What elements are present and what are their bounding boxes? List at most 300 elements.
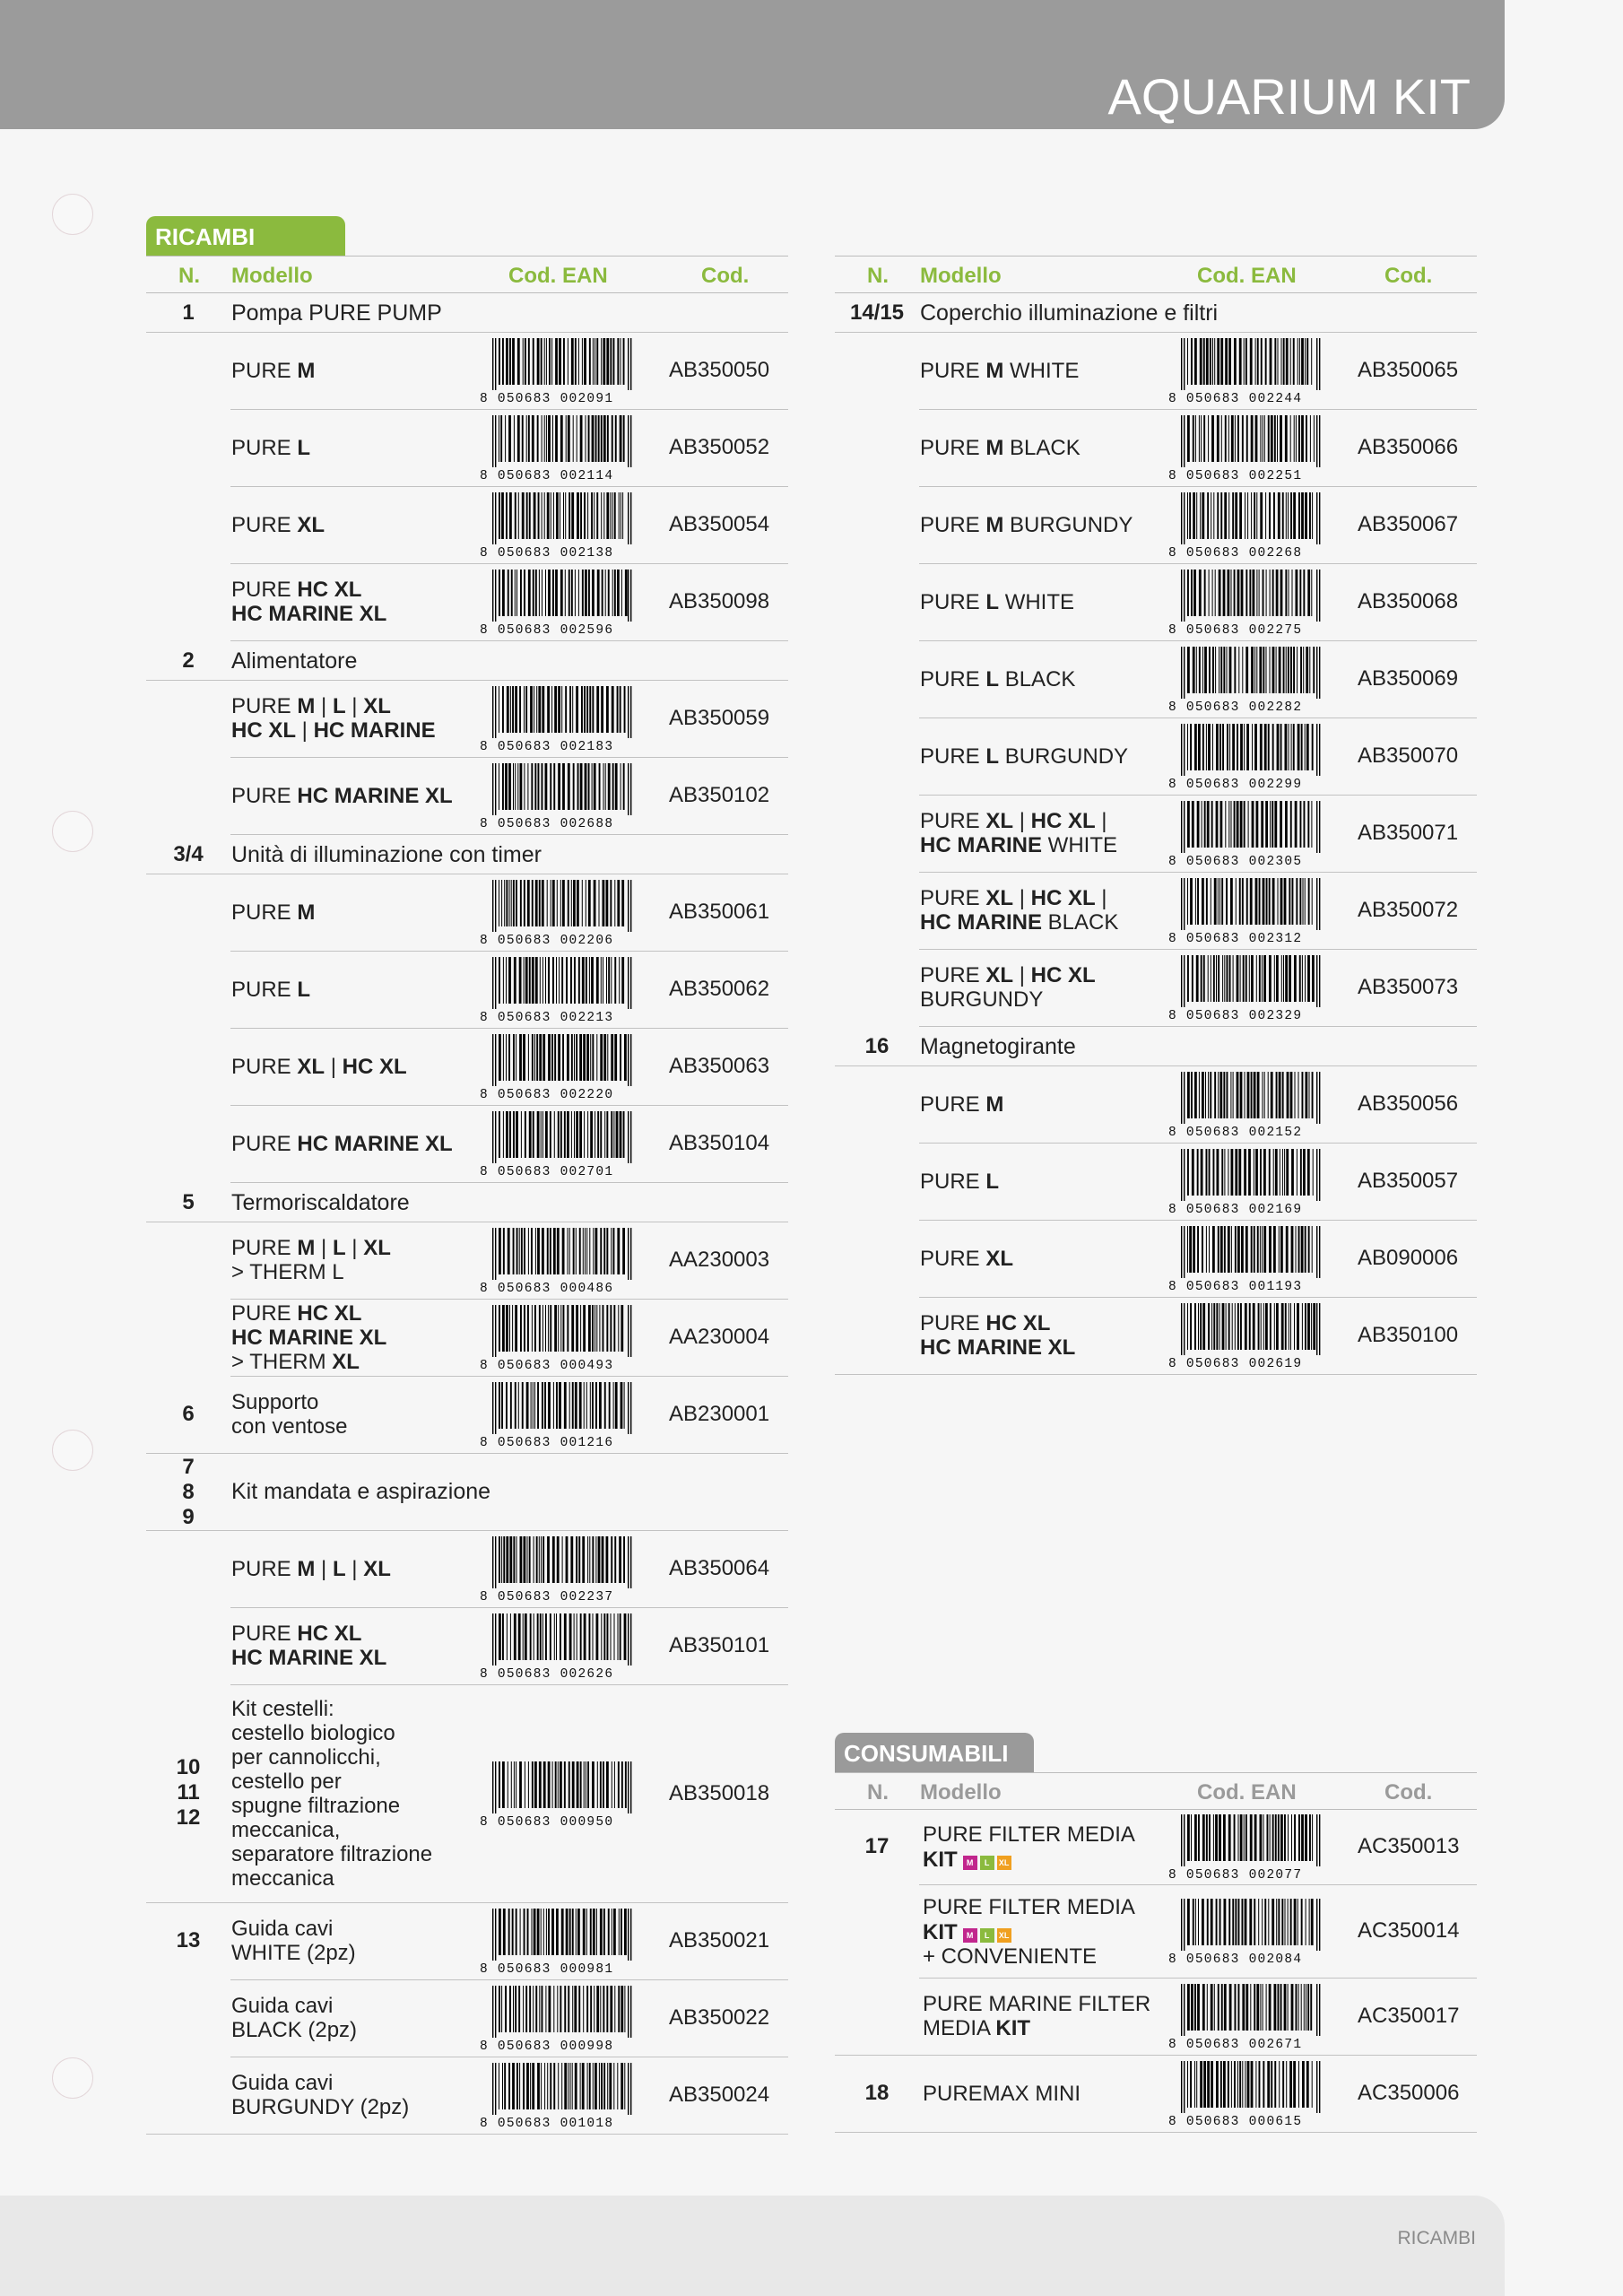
barcode-bar: [1305, 492, 1307, 539]
barcode-bar: [524, 763, 525, 810]
barcode-bar: [1294, 1303, 1295, 1350]
barcode-bar: [518, 1613, 521, 1660]
barcode-bar: [1245, 955, 1247, 1002]
barcode-guard: [1316, 1814, 1317, 1866]
barcode-bar: [1232, 1303, 1233, 1350]
ricambi-table-header: [146, 256, 788, 293]
ean-number: 8 050683 002596: [480, 623, 614, 638]
barcode-bar: [583, 1228, 584, 1274]
item-row: [230, 332, 788, 410]
barcode-bar: [1262, 955, 1263, 1002]
barcode-bars: [492, 1382, 632, 1434]
model-bold-text: HC MARINE: [231, 1326, 353, 1350]
barcode-bar: [1207, 1899, 1209, 1945]
model-bold-text: XL: [334, 578, 362, 602]
barcode-bar: [1237, 1303, 1239, 1350]
barcode-guard: [492, 1613, 493, 1665]
barcode-bar: [1237, 415, 1239, 462]
barcode-bar: [575, 570, 576, 616]
barcode-bar: [558, 686, 560, 733]
barcode-bar: [614, 1761, 615, 1808]
barcode-bar: [548, 957, 550, 1004]
barcode-bar: [519, 1761, 522, 1808]
barcode-guard: [630, 880, 631, 932]
barcode-bar: [545, 1111, 548, 1158]
barcode-bar: [618, 1761, 620, 1808]
barcode-bar: [1242, 647, 1243, 693]
barcode-bar: [510, 686, 511, 733]
barcode-bar: [557, 1228, 560, 1274]
binder-hole: [52, 194, 93, 235]
barcode-bar: [595, 415, 597, 462]
barcode-bar: [1215, 1814, 1218, 1861]
barcode-bar: [1217, 1149, 1219, 1196]
barcode-bar: [1204, 570, 1206, 616]
barcode-bar: [512, 2063, 515, 2109]
ean-number: 8 050683 001193: [1168, 1280, 1303, 1294]
barcode-bar: [1187, 1984, 1190, 2031]
barcode-bar: [1269, 1149, 1271, 1196]
barcode-bar: [536, 1034, 538, 1081]
barcode-bar: [1301, 1899, 1303, 1945]
barcode-bar: [606, 492, 609, 539]
barcode-bar: [572, 686, 573, 733]
barcode-guard: [628, 2063, 629, 2115]
barcode-bar: [1296, 878, 1298, 925]
barcode-bar: [1285, 1899, 1286, 1945]
barcode: [1168, 801, 1330, 873]
barcode-bar: [1266, 647, 1267, 693]
barcode-bar: [579, 1034, 582, 1081]
barcode-bar: [1309, 1072, 1310, 1118]
barcode-bar: [1198, 1303, 1199, 1350]
barcode-bar: [1251, 647, 1254, 693]
barcode-bar: [1198, 1899, 1199, 1945]
barcode-bar: [1221, 1984, 1223, 2031]
barcode-bar: [1293, 647, 1295, 693]
barcode-bar: [550, 1305, 551, 1352]
model-name: PURE XL: [920, 1247, 1014, 1271]
ean-number: 8 050683 002206: [480, 934, 614, 948]
barcode-bar: [515, 686, 517, 733]
barcode-bar: [524, 1909, 525, 1955]
barcode-bar: [1252, 801, 1254, 848]
barcode-bar: [532, 1761, 534, 1808]
group-header: [146, 834, 788, 874]
barcode-bar: [1297, 1149, 1298, 1196]
barcode-bar: [1261, 1303, 1262, 1350]
barcode-bar: [1239, 878, 1241, 925]
barcode-bar: [552, 1536, 555, 1583]
barcode-bar: [1254, 1899, 1255, 1945]
barcode-guard: [1181, 955, 1182, 1007]
barcode-bar: [1246, 878, 1248, 925]
barcode-bar: [1265, 338, 1267, 385]
barcode-bar: [1250, 338, 1253, 385]
barcode-bar: [548, 570, 551, 616]
barcode-bar: [549, 1986, 551, 2032]
barcode-bar: [536, 1536, 538, 1583]
barcode: [1168, 1984, 1330, 2056]
ean-number: 8 050683 002244: [1168, 392, 1303, 406]
model-bold-text: M: [985, 436, 1004, 460]
barcode-bar: [625, 1761, 627, 1808]
barcode-bar: [1210, 338, 1211, 385]
barcode-bar: [1231, 415, 1234, 462]
barcode-bar: [576, 1536, 577, 1583]
barcode-bar: [1201, 955, 1202, 1002]
barcode-bar: [1268, 724, 1270, 770]
barcode-guard: [628, 1986, 629, 2038]
barcode-bar: [1263, 647, 1264, 693]
barcode-bar: [1306, 338, 1308, 385]
barcode-bar: [552, 570, 554, 616]
barcode-bar: [1206, 1226, 1207, 1273]
barcode-bar: [576, 1909, 577, 1955]
model-bold-text: L: [985, 590, 1000, 614]
barcode-bar: [534, 1034, 535, 1081]
barcode-bar: [1247, 1072, 1250, 1118]
barcode: [480, 492, 641, 564]
barcode-bar: [1216, 955, 1217, 1002]
barcode-bar: [522, 492, 525, 539]
barcode-bar: [522, 1382, 524, 1429]
barcode-bar: [531, 1382, 532, 1429]
barcode-guard: [1316, 801, 1317, 853]
barcode-bar: [1301, 1226, 1304, 1273]
barcode-bar: [1309, 1899, 1310, 1945]
barcode-bar: [1214, 878, 1217, 925]
barcode-bar: [1264, 1899, 1266, 1945]
barcode-bar: [617, 880, 620, 926]
barcode-bar: [543, 1909, 544, 1955]
barcode-bar: [560, 1613, 561, 1660]
barcode-bar: [532, 880, 534, 926]
barcode-bar: [542, 1228, 544, 1274]
barcode-bar: [592, 1305, 594, 1352]
group-number: 6: [182, 1402, 195, 1426]
barcode-bar: [624, 1613, 627, 1660]
barcode-bar: [591, 492, 593, 539]
group-header: [835, 292, 1477, 333]
barcode-bar: [1288, 1899, 1289, 1945]
barcode-bar: [509, 338, 511, 385]
barcode-bar: [598, 1536, 601, 1583]
barcode-bar: [1279, 1072, 1281, 1118]
barcode-bar: [1204, 801, 1206, 848]
barcode-bar: [527, 1536, 528, 1583]
barcode-guard: [1181, 801, 1182, 853]
barcode-bar: [564, 2063, 567, 2109]
barcode-bar: [506, 957, 507, 1004]
barcode-bar: [1238, 1149, 1241, 1196]
barcode-bar: [567, 1111, 569, 1158]
barcode-bar: [1288, 1984, 1289, 2031]
barcode-bar: [549, 338, 551, 385]
model-name: PURE MARINE FILTER MEDIA KIT: [923, 1992, 1151, 2040]
barcode-guard: [628, 1536, 629, 1588]
barcode-bar: [585, 1228, 586, 1274]
barcode-bar: [617, 1228, 620, 1274]
barcode-bar: [596, 492, 598, 539]
barcode-bar: [1231, 1226, 1232, 1273]
barcode-bar: [521, 1111, 522, 1158]
barcode-bar: [1299, 570, 1301, 616]
barcode-bar: [562, 763, 565, 810]
barcode-guard: [1316, 492, 1317, 544]
barcode-bar: [512, 1909, 514, 1955]
barcode-bar: [582, 880, 583, 926]
barcode-guard: [1319, 878, 1320, 930]
barcode-bar: [1291, 1149, 1294, 1196]
barcode-bar: [1305, 724, 1306, 770]
barcode-bar: [530, 1613, 532, 1660]
ean-number: 8 050683 002251: [1168, 469, 1303, 483]
barcode-guard: [630, 957, 631, 1009]
barcode-bar: [1298, 2061, 1299, 2108]
barcode-bars: [1181, 570, 1321, 622]
barcode-guard: [492, 1909, 493, 1961]
barcode-bar: [555, 338, 558, 385]
barcode-bars: [492, 1228, 632, 1280]
barcode-bar: [622, 1228, 625, 1274]
barcode-bar: [1238, 647, 1239, 693]
barcode-bar: [604, 1382, 606, 1429]
ean-number: 8 050683 001018: [480, 2117, 614, 2131]
barcode-bar: [1240, 1303, 1242, 1350]
barcode-bar: [576, 1034, 577, 1081]
barcode-bar: [1191, 570, 1193, 616]
barcode-guard: [1316, 1303, 1317, 1355]
product-code: AB350056: [1358, 1091, 1459, 1116]
barcode-bar: [1228, 1226, 1230, 1273]
barcode-bar: [513, 880, 515, 926]
barcode-bar: [1278, 878, 1279, 925]
barcode-bar: [1252, 724, 1253, 770]
model-name: PURE M: [231, 359, 316, 383]
barcode-guard: [492, 957, 493, 1009]
barcode-bar: [577, 1909, 580, 1955]
item-row: [919, 872, 1477, 950]
barcode-bar: [531, 763, 533, 810]
barcode-bar: [1282, 492, 1284, 539]
barcode-bar: [574, 1034, 575, 1081]
barcode-bar: [1240, 1072, 1243, 1118]
barcode-bar: [573, 880, 576, 926]
barcode-bar: [592, 1382, 594, 1429]
barcode-bar: [601, 492, 602, 539]
barcode-bar: [1206, 1814, 1208, 1861]
barcode-guard: [628, 570, 629, 622]
barcode-bar: [1292, 570, 1293, 616]
barcode-bar: [621, 957, 624, 1004]
barcode-bar: [1209, 570, 1210, 616]
barcode-bar: [1305, 338, 1306, 385]
barcode-guard: [1181, 1899, 1182, 1951]
barcode-bar: [1211, 415, 1214, 462]
barcode-bar: [606, 1111, 608, 1158]
barcode-guard: [1316, 647, 1317, 699]
barcode-bar: [542, 1536, 544, 1583]
barcode-guard: [495, 338, 496, 390]
barcode-bar: [551, 686, 552, 733]
barcode-bar: [1192, 801, 1194, 848]
barcode-bar: [590, 1909, 592, 1955]
barcode-bar: [1209, 647, 1211, 693]
barcode-guard: [495, 1034, 496, 1086]
barcode-bar: [1222, 724, 1224, 770]
barcode-bar: [1271, 1899, 1274, 1945]
item-row: [835, 2055, 1477, 2133]
barcode-bar: [1202, 724, 1204, 770]
model-bold-text: XL: [334, 1301, 362, 1326]
col-n: N.: [867, 1780, 889, 1805]
barcode-bar: [574, 1613, 575, 1660]
col-model: Modello: [920, 1780, 1002, 1805]
barcode-bar: [1253, 570, 1255, 616]
barcode-guard: [630, 570, 631, 622]
barcode-bar: [566, 1909, 568, 1955]
barcode-bar: [1224, 1226, 1226, 1273]
barcode-bar: [603, 763, 604, 810]
barcode-bar: [1276, 570, 1279, 616]
barcode-guard: [630, 1536, 631, 1588]
barcode-bar: [1200, 2061, 1202, 2108]
barcode-bar: [1240, 724, 1243, 770]
barcode-bar: [523, 1986, 524, 2032]
ricambi-tab: RICAMBI: [146, 216, 345, 256]
barcode-bar: [542, 1382, 543, 1429]
product-code: AB350070: [1358, 744, 1459, 768]
barcode-bar: [1251, 1226, 1253, 1273]
barcode-bar: [606, 957, 607, 1004]
barcode-guard: [630, 763, 631, 815]
item-row: [230, 1530, 788, 1608]
barcode-bar: [516, 1228, 518, 1274]
item-row: [919, 1220, 1477, 1298]
barcode-bar: [513, 1111, 515, 1158]
barcode-bar: [544, 2063, 545, 2109]
barcode-bar: [1251, 2061, 1254, 2108]
barcode-guard: [492, 763, 493, 815]
barcode-bar: [539, 880, 541, 926]
barcode-bar: [546, 338, 547, 385]
barcode-bar: [601, 1613, 602, 1660]
barcode-bar: [551, 1034, 553, 1081]
barcode-bar: [1262, 1899, 1263, 1945]
barcode-bar: [1267, 2061, 1270, 2108]
model-bold-text: KIT: [995, 2016, 1031, 2040]
barcode-guard: [628, 338, 629, 390]
barcode-bar: [1228, 801, 1229, 848]
barcode-bar: [525, 338, 526, 385]
barcode-bar: [1234, 338, 1237, 385]
ean-number: 8 050683 002312: [1168, 932, 1303, 946]
barcode-bar: [1244, 338, 1245, 385]
barcode-bar: [569, 1228, 570, 1274]
model-bold-text: XL: [332, 1350, 360, 1374]
model-bold-text: XL: [359, 1326, 387, 1350]
item-row: [146, 1376, 788, 1454]
barcode-bar: [1301, 1984, 1302, 2031]
barcode-bar: [537, 1382, 539, 1429]
barcode-bar: [1235, 1149, 1237, 1196]
barcode-guard: [1184, 1814, 1185, 1866]
barcode-bar: [1197, 878, 1199, 925]
barcode-bar: [624, 686, 626, 733]
barcode-bar: [1291, 1226, 1294, 1273]
barcode-bar: [1239, 2061, 1241, 2108]
barcode-bar: [572, 1986, 573, 2032]
barcode-bar: [603, 1613, 605, 1660]
model-bold-text: XL: [425, 784, 453, 808]
model-bold-text: XL: [1067, 809, 1096, 833]
barcode-bar: [503, 1228, 505, 1274]
barcode-bar: [515, 1382, 516, 1429]
barcode-bar: [512, 686, 514, 733]
barcode-bar: [1227, 955, 1228, 1002]
barcode-bar: [591, 957, 594, 1004]
barcode-bar: [1219, 1899, 1221, 1945]
item-row: [919, 949, 1477, 1027]
item-row: [919, 1065, 1477, 1144]
barcode-bar: [516, 2063, 518, 2109]
barcode-bar: [1270, 338, 1272, 385]
barcode-bar: [603, 492, 604, 539]
barcode-bar: [1294, 1814, 1296, 1861]
barcode-guard: [1319, 1226, 1320, 1278]
barcode-bar: [547, 1228, 549, 1274]
barcode-bar: [577, 1761, 579, 1808]
barcode-bar: [586, 1382, 587, 1429]
barcode-bar: [608, 957, 610, 1004]
barcode-guard: [1319, 724, 1320, 776]
group-number: 5: [182, 1190, 195, 1214]
barcode-bar: [506, 1111, 508, 1158]
model-bold-text: HC MARINE: [920, 833, 1042, 857]
barcode-bar: [1230, 1072, 1231, 1118]
barcode-bar: [1286, 492, 1287, 539]
barcode-bar: [545, 570, 546, 616]
ean-number: 8 050683 002138: [480, 546, 614, 561]
barcode-bar: [1254, 1072, 1256, 1118]
barcode-bar: [499, 570, 500, 616]
barcode-bar: [501, 1382, 503, 1429]
barcode-bar: [1247, 2061, 1250, 2108]
item-row: [919, 486, 1477, 564]
model-bold-text: XL: [297, 1055, 325, 1079]
barcode-bar: [565, 492, 566, 539]
barcode-bar: [586, 1228, 587, 1274]
barcode-bar: [587, 1536, 588, 1583]
barcode-bar: [1196, 2061, 1197, 2108]
barcode-bar: [1272, 878, 1275, 925]
barcode-bar: [594, 492, 595, 539]
barcode-bar: [1245, 1984, 1248, 2031]
barcode-bar: [575, 338, 577, 385]
barcode-bar: [589, 2063, 591, 2109]
barcode-bar: [538, 492, 540, 539]
barcode-bar: [544, 415, 545, 462]
barcode-bar: [1212, 724, 1213, 770]
barcode-guard: [1316, 1226, 1317, 1278]
model-bold-text: M: [985, 359, 1004, 383]
barcode-bar: [606, 338, 609, 385]
product-code: AB350098: [669, 589, 770, 613]
barcode-bar: [1280, 878, 1283, 925]
barcode-bar: [568, 880, 569, 926]
barcode: [1168, 1072, 1330, 1144]
